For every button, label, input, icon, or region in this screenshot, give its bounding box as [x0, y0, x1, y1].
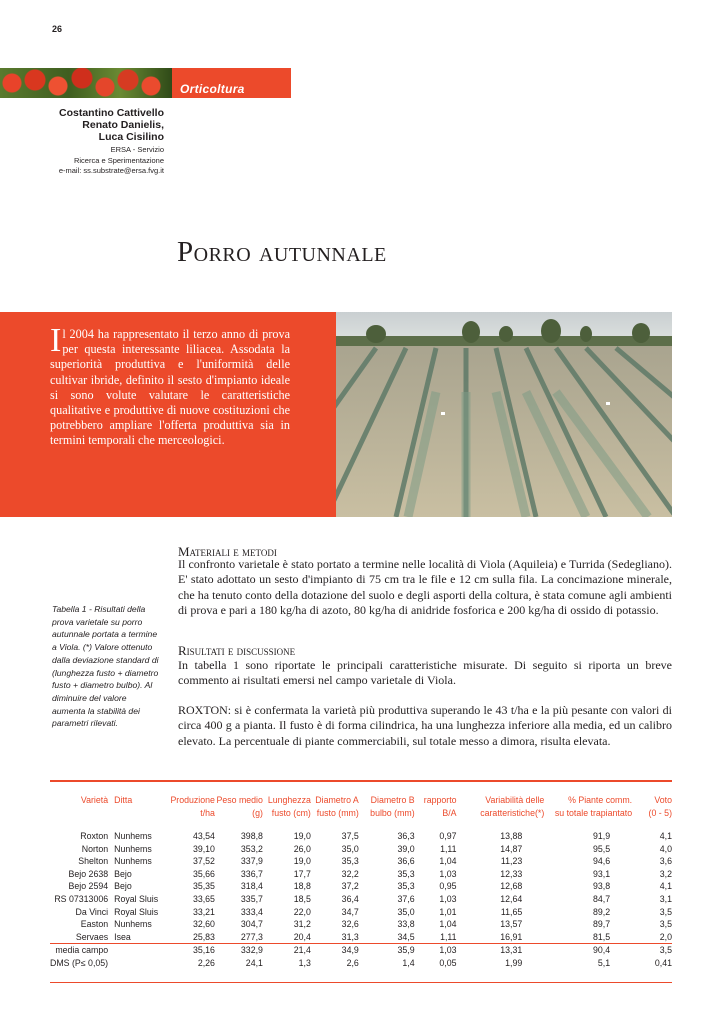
table-cell: 35,0: [397, 906, 415, 917]
table-row: [50, 957, 672, 970]
author-name: Renato Danielis,: [82, 119, 164, 131]
table-cell: 2,26: [197, 957, 215, 968]
leek-field-photo: [336, 312, 672, 517]
table-cell: 33,21: [192, 906, 215, 917]
table-cell: 20,4: [293, 931, 311, 942]
column-header: Variabilità delle caratteristiche(*): [480, 795, 545, 818]
table-cell: 0,95: [439, 881, 457, 892]
table-cell: media campo: [55, 945, 109, 956]
column-header: Ditta: [114, 795, 133, 805]
table-row: [50, 931, 672, 944]
table-caption: Tabella 1 - Risultati della prova varietale su porro autunnale portata a termine a Viola. (*) Valore ottenuto dalla deviazione standard di (lunghezza fusto + diametro fusto + diametro bulbo). Al diminuire del valore aumenta la stabilità dei parametri rilevati.: [52, 604, 159, 729]
table-cell: 35,66: [192, 868, 215, 879]
table-cell: 1,4: [402, 957, 415, 968]
table-cell: 1,03: [439, 945, 457, 956]
table-cell: Servaes: [75, 931, 109, 942]
table-cell: 37,6: [397, 893, 415, 904]
column-header: Produzione t/ha: [170, 795, 215, 818]
table-cell: 25,83: [192, 931, 215, 942]
table-cell: 89,2: [592, 906, 611, 917]
article-title: Porro autunnale: [177, 236, 387, 268]
affiliation-line: ERSA - Servizio: [110, 145, 164, 154]
table-cell: 2,0: [659, 931, 672, 942]
table-cell: 33,65: [192, 893, 215, 904]
table-row: [50, 824, 672, 843]
table-cell: Nunhems: [114, 831, 152, 841]
table-cell: 32,2: [341, 868, 359, 879]
table-cell: 36,6: [397, 856, 415, 867]
table-cell: 12,64: [500, 893, 523, 904]
table-row: [50, 868, 672, 881]
table-cell: Royal Sluis: [114, 906, 159, 917]
table-cell: 34,5: [397, 931, 415, 942]
table-cell: 333,4: [240, 906, 263, 917]
table-cell: 84,7: [592, 893, 611, 904]
table-cell: 37,5: [341, 831, 359, 841]
column-header: Lunghezza fusto (cm): [267, 795, 311, 818]
table-cell: 81,5: [592, 931, 611, 942]
table-cell: 35,0: [341, 843, 359, 854]
table-cell: 35,3: [397, 868, 415, 879]
table-cell: 0,41: [654, 957, 672, 968]
table-cell: Norton: [81, 843, 109, 854]
column-header: Diametro A fusto (mm): [315, 795, 359, 818]
column-header: % Piante comm. su totale trapiantato: [554, 795, 633, 818]
table-cell: 32,60: [192, 919, 215, 930]
table-cell: Nunhems: [114, 843, 152, 854]
affiliation-line: Ricerca e Sperimentazione: [73, 155, 164, 165]
table-cell: 34,7: [341, 906, 359, 917]
table-cell: 21,4: [293, 945, 311, 956]
table-cell: 89,7: [592, 919, 611, 930]
column-header: Voto (0 - 5): [648, 795, 672, 818]
table-cell: 304,7: [240, 919, 263, 930]
table-cell: 0,97: [439, 831, 457, 841]
table-cell: 34,9: [341, 945, 359, 956]
table-cell: Bejo: [114, 868, 132, 879]
table-cell: Royal Sluis: [114, 893, 159, 904]
table-cell: 90,4: [592, 945, 611, 956]
table-cell: 353,2: [240, 843, 263, 854]
author-block: [0, 107, 164, 177]
table-cell: Isea: [114, 931, 131, 942]
table-cell: Bejo 2638: [68, 868, 109, 879]
table-cell: RS 07313006: [54, 893, 109, 904]
table-cell: DMS (P≤ 0,05): [50, 957, 109, 968]
table-cell: 32,6: [341, 919, 359, 930]
table-cell: 12,68: [500, 881, 523, 892]
table-cell: Da Vinci: [75, 906, 109, 917]
table-cell: 1,04: [439, 856, 457, 867]
drop-cap: I: [50, 322, 62, 359]
author-name: Luca Cisilino: [98, 131, 164, 143]
table-cell: 93,1: [592, 868, 611, 879]
author-name: Costantino Cattivello: [58, 107, 164, 119]
table-cell: 3,5: [659, 919, 672, 930]
table-row: [50, 880, 672, 893]
column-header: Varietà: [80, 795, 109, 805]
table-row: [50, 918, 672, 931]
table-cell: 2,6: [346, 957, 359, 968]
table-cell: 35,3: [397, 881, 415, 892]
table-cell: 4,1: [659, 831, 672, 841]
table-cell: 337,9: [240, 856, 263, 867]
results-table-frame: [50, 780, 672, 983]
table-cell: 13,88: [500, 831, 523, 841]
column-header: Diametro B bulbo (mm): [370, 795, 415, 818]
table-cell: 3,2: [659, 868, 672, 879]
table-cell: 26,0: [293, 843, 311, 854]
table-cell: 13,57: [500, 919, 523, 930]
table-cell: 91,9: [592, 831, 611, 841]
page-number: 26: [52, 24, 63, 34]
table-cell: 1,11: [440, 931, 457, 942]
table-cell: 36,4: [341, 893, 359, 904]
table-cell: 95,5: [592, 843, 611, 854]
table-cell: 16,91: [500, 931, 523, 942]
paragraph-roxton: ROXTON: si è confermata la varietà più produttiva superando le 43 t/ha e la più pesante con valori di circa 400 g a pianta. Il fusto è di forma cilindrica, ha una lunghezza inferiore alla media, ed un calibro elevato. La percentuale di piante commerciabili, sul totale messo a dimora, risulta elevata.: [178, 703, 672, 748]
author-affiliation: [0, 145, 164, 177]
table-cell: 1,3: [298, 957, 311, 968]
table-cell: 1,99: [505, 957, 523, 968]
heading-risultati: Risultati e discussione: [178, 643, 296, 658]
table-cell: [108, 944, 166, 957]
affiliation-line: e-mail: ss.substrate@ersa.fvg.it: [58, 166, 164, 175]
table-row: [50, 893, 672, 906]
table-cell: 31,2: [293, 919, 311, 930]
table-cell: 36,3: [397, 831, 415, 841]
table-cell: 33,8: [397, 919, 415, 930]
table-cell: Nunhems: [114, 856, 152, 867]
tomato-header-image: [0, 68, 172, 98]
table-cell: 318,4: [240, 881, 263, 892]
table-cell: 3,5: [659, 945, 672, 956]
table-row: [50, 906, 672, 919]
table-cell: Bejo: [114, 881, 132, 892]
table-cell: 37,2: [341, 881, 359, 892]
table-cell: Bejo 2594: [68, 881, 109, 892]
table-cell: 18,8: [293, 881, 311, 892]
table-cell: 35,16: [192, 945, 215, 956]
table-cell: 35,3: [341, 856, 359, 867]
table-cell: 4,0: [659, 843, 672, 854]
table-cell: 22,0: [293, 906, 311, 917]
table-cell: 1,03: [439, 868, 457, 879]
table-cell: 31,3: [341, 931, 359, 942]
table-cell: 11,23: [500, 856, 523, 867]
table-cell: Shelton: [78, 856, 109, 867]
section-tag: Orticoltura: [172, 68, 291, 98]
table-row: [50, 843, 672, 856]
table-cell: 19,0: [293, 831, 311, 841]
table-cell: 336,7: [240, 868, 263, 879]
author-names: [0, 107, 164, 143]
table-cell: 35,35: [192, 881, 215, 892]
table-cell: 3,1: [659, 893, 672, 904]
table-cell: 1,03: [439, 893, 457, 904]
table-cell: 277,3: [240, 931, 263, 942]
table-cell: 335,7: [240, 893, 263, 904]
table-cell: 1,04: [439, 919, 457, 930]
table-cell: 0,05: [439, 957, 457, 968]
table-cell: 5,1: [597, 957, 611, 968]
table-cell: 398,8: [240, 831, 263, 841]
table-cell: 1,11: [440, 843, 457, 854]
table-cell: 3,6: [659, 856, 672, 867]
table-cell: 12,33: [500, 868, 523, 879]
table-row: [50, 944, 672, 957]
table-header-row: [50, 782, 672, 824]
table-cell: Nunhems: [114, 919, 152, 930]
paragraph-materiali: Il confronto varietale è stato portato a termine nelle località di Viola (Aquileia) e Turrida (Sedegliano). E' stato adottato un sesto d'impianto di 75 cm tra le file e 12 cm sulla fila. La concimazione minerale, che ha tenuto conto della dotazione del suolo e degli asporti della coltura, è stata comune agli ambienti di prova e pari a 180 kg/ha di azoto, 80 kg/ha di anidride fosforica e 200 kg/ha di ossido di potassio.: [178, 557, 672, 617]
column-header: rapporto B/A: [423, 795, 457, 818]
table-body: [50, 824, 672, 970]
table-row: [50, 855, 672, 868]
results-table: [50, 782, 672, 970]
table-cell: 37,52: [192, 856, 215, 867]
table-cell: 35,9: [397, 945, 415, 956]
table-cell: 19,0: [293, 856, 311, 867]
table-cell: 3,5: [659, 906, 672, 917]
table-cell: 332,9: [240, 945, 263, 956]
table-cell: Roxton: [80, 831, 109, 841]
heading-materiali: Materiali e metodi: [178, 544, 277, 559]
table-cell: 18,5: [293, 893, 311, 904]
table-cell: Easton: [80, 919, 109, 930]
table-cell: 43,54: [192, 831, 215, 841]
table-cell: 93,8: [592, 881, 611, 892]
table-cell: 24,1: [245, 957, 263, 968]
table-cell: 14,87: [500, 843, 523, 854]
intro-paragraph: [50, 322, 290, 449]
intro-text: l 2004 ha rappresentato il terzo anno di prova per questa interessante liliacea. Assodata la superiorità produttiva e l'uniformità delle cultivar ibride, definito il sesto d'impianto ideale si sono volute valutare le caratteristiche qualitative e produttive di nuove costituzioni che potrebbero ampliare l'offerta produttiva sia in termini temporali che merceologici.: [50, 327, 290, 448]
table-cell: 4,1: [659, 881, 672, 892]
table-cell: 11,65: [500, 906, 523, 917]
table-cell: 17,7: [293, 868, 311, 879]
column-header: Peso medio (g): [216, 795, 263, 818]
table-cell: 94,6: [592, 856, 611, 867]
table-cell: 1,01: [439, 906, 457, 917]
table-cell: 39,0: [397, 843, 415, 854]
table-cell: 13,31: [500, 945, 523, 956]
table-cell: [108, 957, 166, 970]
paragraph-risultati: In tabella 1 sono riportate le principali caratteristiche misurate. Di seguito si riporta un breve commento ai risultati emersi nel campo varietale di Viola.: [178, 658, 672, 688]
table-cell: 39,10: [192, 843, 215, 854]
